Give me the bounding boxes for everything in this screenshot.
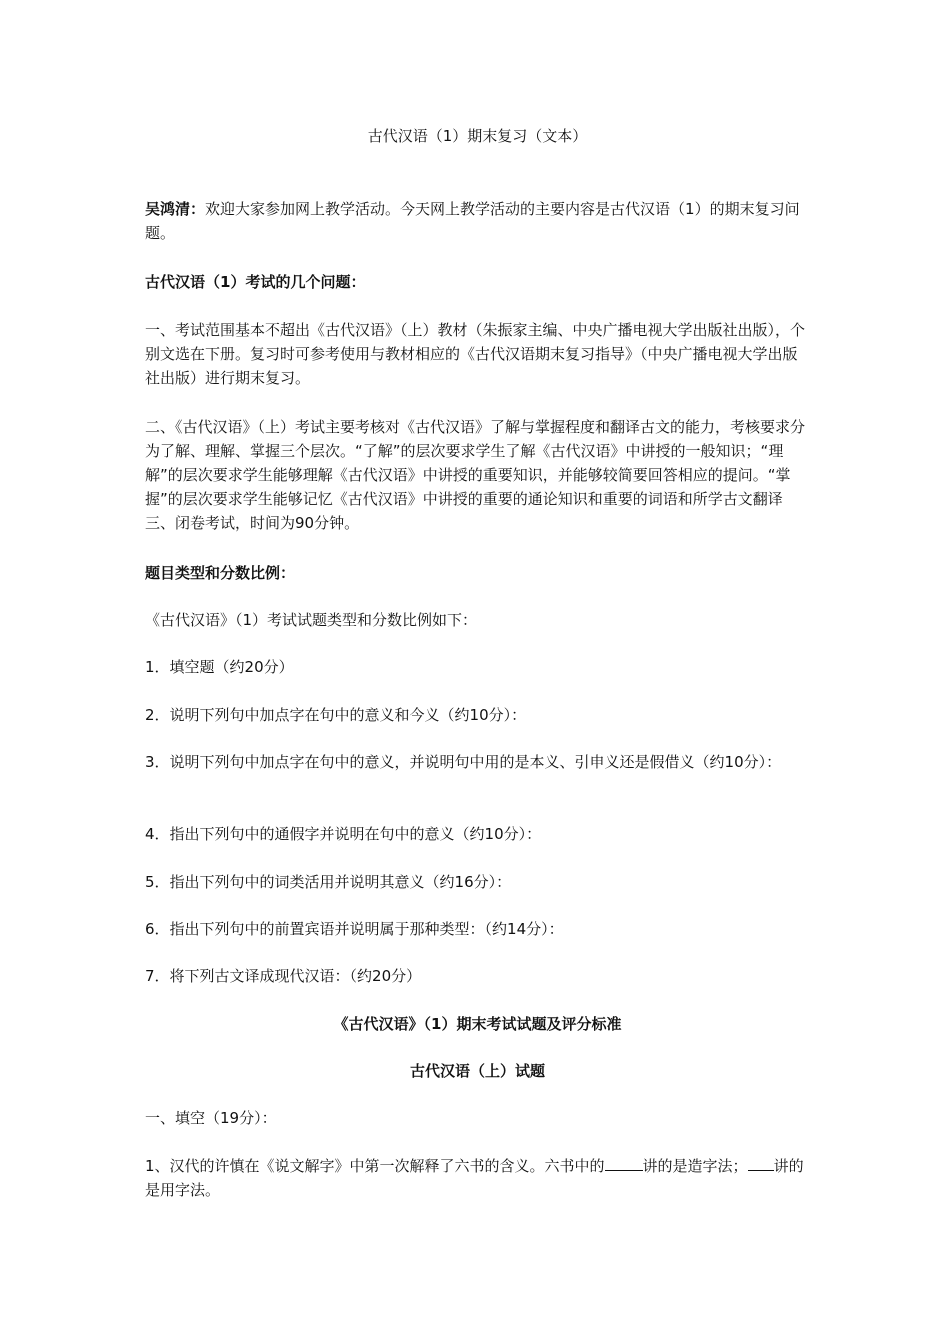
intro-text: 欢迎大家参加网上教学活动。今天网上教学活动的主要内容是古代汉语（1）的期末复习问题。 xyxy=(145,200,800,242)
document-title: 古代汉语（1）期末复习（文本） xyxy=(367,127,588,145)
question-type-item: 4．指出下列句中的通假字并说明在句中的意义（约10分）： xyxy=(145,825,542,843)
question-1-text-c: 讲的是用字法。 xyxy=(145,1157,804,1199)
section-heading-question-types: 题目类型和分数比例： xyxy=(145,564,296,582)
question-type-item: 6．指出下列句中的前置宾语并说明属于那种类型：（约14分）： xyxy=(145,920,564,938)
exam-heading: 《古代汉语》（1）期末考试试题及评分标准 xyxy=(333,1015,622,1033)
question-types-intro: 《古代汉语》（1）考试试题类型和分数比例如下： xyxy=(145,611,478,629)
answer-blank xyxy=(605,1156,643,1171)
answer-blank xyxy=(748,1156,774,1171)
question-type-item: 3．说明下列句中加点字在句中的意义，并说明句中用的是本义、引申义还是假借义（约10分）： xyxy=(145,753,782,771)
question-type-item: 7．将下列古文译成现代汉语：（约20分） xyxy=(145,967,422,985)
paragraph-exam-requirements: 二、《古代汉语》（上）考试主要考核对《古代汉语》了解与掌握程度和翻译古文的能力，考核要求分为了解、理解、掌握三个层次。“了解”的层次要求学生了解《古代汉语》中讲授的一般知识；“理解”的层次要求学生能够理解《古代汉语》中讲授的重要知识，并能够较简要回答相应的提问。“掌握”的层次要求学生能够记忆《古代汉语》中讲授的重要的通论知识和重要的词语和所学古文翻译三、闭卷考试，时间为90分钟。 xyxy=(145,418,806,532)
intro-paragraph xyxy=(145,197,810,245)
paragraph-exam-scope: 一、考试范围基本不超出《古代汉语》（上）教材（朱振家主编、中央广播电视大学出版社出版），个别文选在下册。复习时可参考使用与教材相应的《古代汉语期末复习指导》（中央广播电视大学出版社出版）进行期末复习。 xyxy=(145,321,806,387)
section-heading-exam-issues: 古代汉语（1）考试的几个问题： xyxy=(145,273,366,291)
speaker-name: 吴鸿清： xyxy=(145,200,206,218)
question-1-text-a: 1、汉代的许慎在《说文解字》中第一次解释了六书的含义。六书中的 xyxy=(145,1157,605,1175)
exam-subheading: 古代汉语（上）试题 xyxy=(409,1062,545,1080)
question-type-item: 2．说明下列句中加点字在句中的意义和今义（约10分）： xyxy=(145,706,527,724)
question-1-text-b: 讲的是造字法； xyxy=(642,1157,748,1175)
fill-in-section-label: 一、填空（19分）： xyxy=(145,1109,277,1127)
question-1 xyxy=(145,1154,810,1202)
question-type-item: 5．指出下列句中的词类活用并说明其意义（约16分）： xyxy=(145,873,512,891)
question-type-item: 1．填空题（约20分） xyxy=(145,658,294,676)
